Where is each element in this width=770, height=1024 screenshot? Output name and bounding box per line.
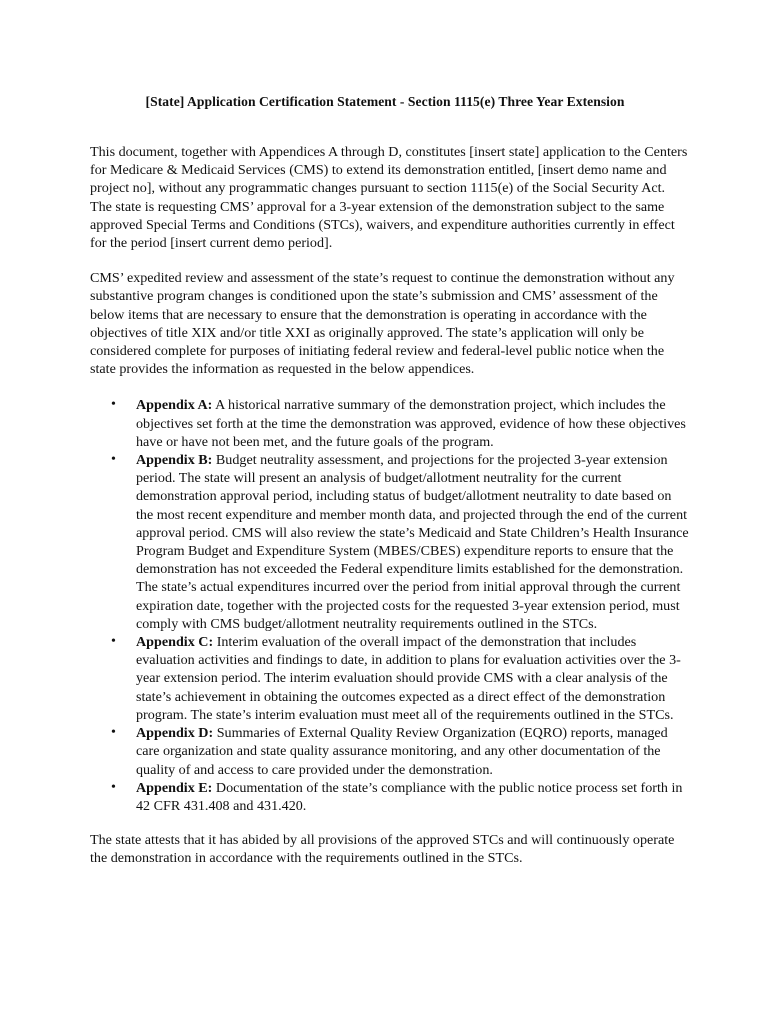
appendix-list — [90, 396, 690, 815]
bullet-icon: • — [111, 725, 116, 741]
bullet-icon: • — [111, 452, 116, 468]
appendix-label: Appendix E: — [136, 779, 213, 796]
appendix-text: A historical narrative summary of the demonstration project, which includes the objectives set forth at the time the demonstration was approved, evidence of how these objectives have or have not been met, and the future goals of the program. — [136, 397, 686, 450]
bullet-icon: • — [111, 634, 116, 650]
appendix-item-c — [90, 633, 690, 724]
appendix-label: Appendix C: — [136, 634, 214, 651]
appendix-item-b — [90, 451, 690, 633]
appendix-label: Appendix A: — [136, 397, 213, 414]
appendix-text: Budget neutrality assessment, and projections for the projected 3-year extension period. The state will present an analysis of budget/allotment neutrality for the current demonstration approval period, including status of budget/allotment neutrality to date based on the most recent expenditure and member month data, and projected through the end of the current approval period. CMS will also review the state’s Medicaid and State Children’s Health Insurance Program Budget and Expenditure System (MBES/CBES) expenditure reports to ensure that the demonstration has not exceeded the Federal expenditure limits established for the demonstration. The state’s actual expenditures incurred over the period from initial approval through the current expiration date, together with the projected costs for the requested 3-year extension period, must comply with CMS budget/allotment neutrality requirements outlined in the STCs. — [136, 452, 689, 632]
appendix-item-a — [90, 396, 690, 451]
appendix-text: Documentation of the state’s compliance with the public notice process set forth in 42 CFR 431.408 and 431.420. — [136, 779, 683, 814]
appendix-label: Appendix B: — [136, 452, 213, 469]
appendix-text: Interim evaluation of the overall impact of the demonstration that includes evaluation activities and findings to date, in addition to plans for evaluation activities over the 3-year extension period. The interim evaluation should provide CMS with a clear analysis of the state’s achievement in obtaining the outcomes expected as a direct effect of the demonstration program. The state’s interim evaluation must meet all of the requirements outlined in the STCs. — [136, 634, 681, 723]
attestation-paragraph: The state attests that it has abided by all provisions of the approved STCs and will continuously operate the demonstration in accordance with the requirements outlined in the STCs. — [90, 832, 675, 867]
appendix-item-d — [90, 724, 690, 779]
appendix-label: Appendix D: — [136, 725, 214, 742]
review-paragraph: CMS’ expedited review and assessment of the state’s request to continue the demonstration without any substantive program changes is conditioned upon the state’s submission and CMS’ assessment of the below items that are necessary to ensure that the demonstration is operating in accordance with the objectives of title XIX and/or title XXI as originally approved. The state’s application will only be considered complete for purposes of initiating federal review and federal-level public notice when the state provides the information as requested in the below appendices. — [90, 270, 675, 378]
document-body — [90, 143, 690, 885]
intro-paragraph: This document, together with Appendices A through D, constitutes [insert state] application to the Centers for Medicare & Medicaid Services (CMS) to extend its demonstration entitled, [insert demo name and project no], without any programmatic changes pursuant to section 1115(e) of the Social Security Act. The state is requesting CMS’ approval for a 3-year extension of the demonstration subject to the same approved Special Terms and Conditions (STCs), waivers, and expenditure authorities currently in effect for the period [insert current demo period]. — [90, 144, 688, 252]
appendix-text: Summaries of External Quality Review Organization (EQRO) reports, managed care organization and state quality assurance monitoring, and any other documentation of the quality of and access to care provided under the demonstration. — [136, 725, 668, 778]
bullet-icon: • — [111, 779, 116, 795]
bullet-icon: • — [111, 397, 116, 413]
appendix-item-e — [90, 779, 690, 815]
document-title: [State] Application Certification Statement - Section 1115(e) Three Year Extension — [145, 94, 625, 109]
